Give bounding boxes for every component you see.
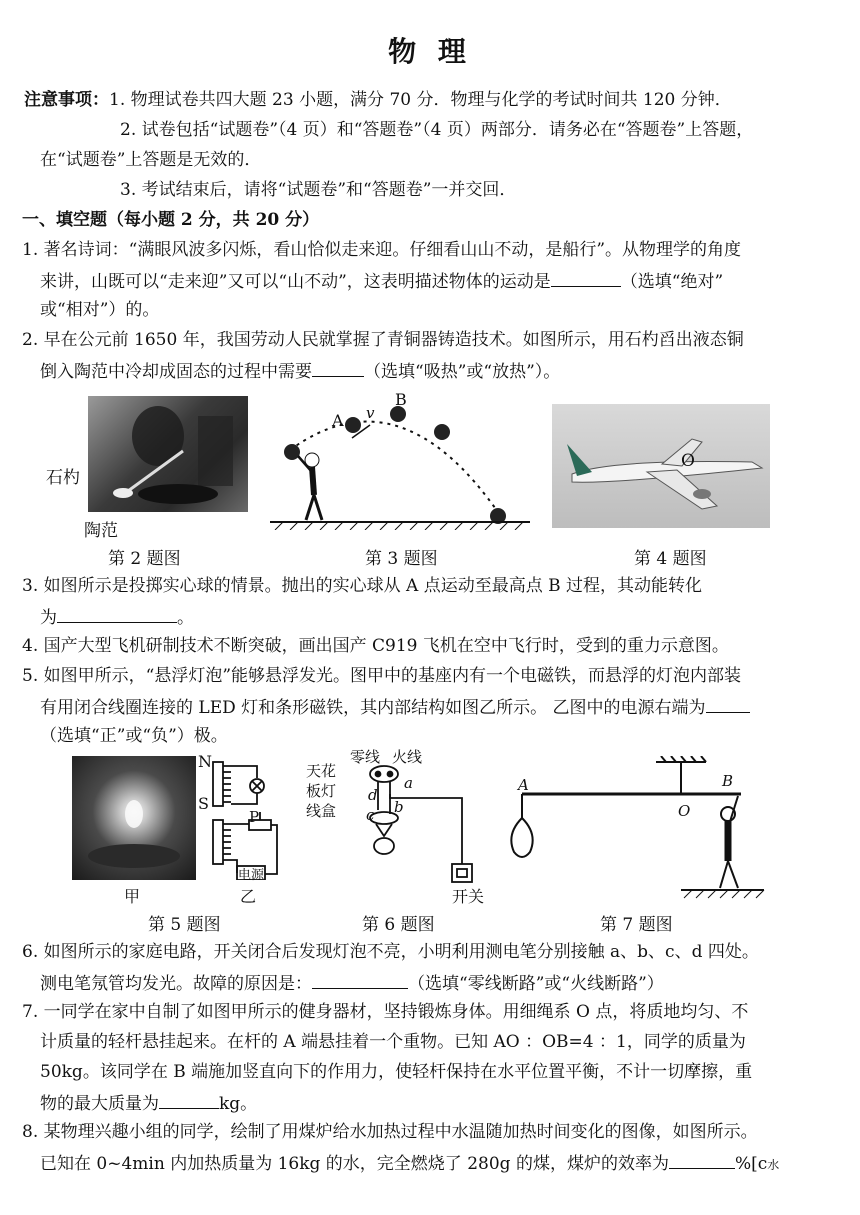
fig6-label-d: d	[368, 786, 378, 804]
note-2a: 2. 试卷包括“试题卷”（4 页）和“答题卷”（4 页）两部分．请务必在“答题卷”上答题，	[120, 120, 754, 140]
fig2-label-shishao: 石杓	[46, 468, 80, 488]
q7-text: 物的最大质量为	[40, 1094, 159, 1114]
q5-answer-blank[interactable]	[706, 694, 750, 713]
fig5-levitating-bulb-photo	[72, 756, 196, 880]
q7-text-tail: kg。	[219, 1094, 258, 1114]
q7-line-4	[40, 1090, 257, 1116]
caption-fig7: 第 7 题图	[600, 915, 673, 935]
q3-text-tail: 。	[177, 608, 194, 628]
note-3: 3. 考试结束后，请将“试题卷”和“答题卷”一并交回．	[120, 180, 517, 200]
fig7-label-a: A	[518, 776, 529, 794]
q1-text-tail: （选填“绝对”	[620, 272, 724, 292]
q5-line-3: （选填“正”或“负”）极。	[40, 726, 228, 746]
fig6-label-b: b	[394, 798, 404, 816]
fig2-photo-shapes	[88, 396, 248, 512]
page-title: 物 理	[388, 35, 472, 68]
q2-line-2	[40, 358, 560, 384]
fig6-label-c: c	[366, 806, 375, 824]
q7-line-2: 计质量的轻杆悬挂起来。在杆的 A 端悬挂着一个重物。已知 AO ：OB=4 ：1，同学的质量为	[40, 1032, 746, 1052]
fig2-bronze-casting-photo	[88, 396, 248, 512]
q8-line-1: 8. 某物理兴趣小组的同学，绘制了用煤炉给水加热过程中水温随加热时间变化的图像，如图所示。	[22, 1122, 758, 1142]
q8-answer-blank[interactable]	[669, 1150, 735, 1169]
fig5-label-n: N	[198, 752, 212, 771]
fig3-shot-put-diagram	[270, 390, 530, 530]
q1-answer-blank[interactable]	[551, 268, 621, 287]
fig6-label-switch: 开关	[452, 887, 485, 906]
fig7-label-b: B	[722, 772, 734, 790]
notes-label: 注意事项：	[24, 90, 109, 110]
q1-line-2	[40, 268, 723, 294]
note-2b: 在“试题卷”上答题是无效的．	[40, 150, 262, 170]
fig6-label-lingxian: 零线	[350, 748, 381, 766]
q4-line-1: 4. 国产大型飞机研制技术不断突破，画出国产 C919 飞机在空中飞行时，受到的重力示意图。	[22, 636, 729, 656]
q7-line-1: 7. 一同学在家中自制了如图甲所示的健身器材，坚持锻炼身体。用细绳系 O 点，将质地均匀、不	[22, 1002, 749, 1022]
q3-answer-blank[interactable]	[57, 604, 177, 623]
note-1: 1. 物理试卷共四大题 23 小题，满分 70 分．物理与化学的考试时间共 120 分钟．	[109, 90, 732, 110]
fig6-label-bandeng: 板灯	[306, 782, 337, 800]
q2-text-tail: （选填“吸热”或“放热”）。	[364, 362, 561, 382]
fig5-label-power: 电源	[238, 868, 265, 883]
fig6-label-huoxian: 火线	[392, 748, 423, 766]
q6-line-1: 6. 如图所示的家庭电路，开关闭合后发现灯泡不亮，小明利用测电笔分别接触 a、b、c、d 四处。	[22, 942, 759, 962]
fig2-label-taofan: 陶范	[84, 521, 118, 541]
fig6-household-circuit-diagram	[350, 758, 490, 898]
caption-fig5: 第 5 题图	[148, 915, 221, 935]
caption-fig4: 第 4 题图	[634, 549, 707, 569]
fig5-label-yi: 乙	[240, 887, 257, 906]
fig4-c919-photo	[552, 404, 770, 528]
fig5-circuit-diagram	[205, 756, 285, 880]
fig6-label-xianhe: 线盒	[306, 802, 337, 820]
q2-text: 倒入陶范中冷却成固态的过程中需要	[40, 362, 312, 382]
q7-line-3: 50kg。该同学在 B 端施加竖直向下的作用力，使轻杆保持在水平位置平衡，不计一切摩擦，重	[40, 1062, 753, 1082]
q6-text-tail: （选填“零线断路”或“火线断路”）	[408, 974, 664, 994]
q5-text: 有用闭合线圈连接的 LED 灯和条形磁铁，其内部结构如图乙所示。 乙图中的电源右端为	[40, 698, 706, 718]
fig5-label-s: S	[198, 794, 209, 813]
fig6-label-a: a	[404, 774, 413, 792]
q3-line-1: 3. 如图所示是投掷实心球的情景。抛出的实心球从 A 点运动至最高点 B 过程，其动能转化	[22, 576, 703, 596]
q1-line-1: 1. 著名诗词：“满眼风波多闪烁，看山恰似走来迎。仔细看山山不动，是船行”。从物理学的角度	[22, 240, 742, 260]
q8-text-tail: %[c	[734, 1154, 768, 1174]
fig6-label-tianhua: 天花	[306, 762, 337, 780]
q1-line-3: 或“相对”）的。	[40, 300, 160, 320]
fig5-label-p: P	[249, 808, 260, 826]
fig3-label-b: B	[395, 390, 407, 409]
fig3-athlete	[298, 453, 322, 520]
section-heading: 一、填空题（每小题 2 分，共 20 分）	[22, 210, 320, 230]
q2-answer-blank[interactable]	[312, 358, 364, 377]
q3-text: 为	[40, 608, 57, 628]
fig5-label-jia: 甲	[124, 887, 141, 906]
q7-answer-blank[interactable]	[159, 1090, 219, 1109]
q5-line-1: 5. 如图甲所示，“悬浮灯泡”能够悬浮发光。图甲中的基座内有一个电磁铁，而悬浮的灯泡内部装	[22, 666, 742, 686]
q8-line-2	[40, 1150, 779, 1177]
fig5-photo-shapes	[72, 756, 196, 880]
fig3-label-a: A	[332, 411, 344, 430]
q6-text: 测电笔氖管均发光。故障的原因是：	[40, 974, 312, 994]
q1-text: 来讲，山既可以“走来迎”又可以“山不动”，这表明描述物体的运动是	[40, 272, 551, 292]
caption-fig3: 第 3 题图	[365, 549, 438, 569]
q8-text: 已知在 0~4min 内加热质量为 16kg 的水，完全燃烧了 280g 的煤，煤炉的效率为	[40, 1154, 669, 1174]
q6-line-2	[40, 970, 664, 996]
q5-line-2	[40, 694, 750, 720]
caption-fig6: 第 6 题图	[362, 915, 435, 935]
fig4-plane-shapes	[552, 404, 770, 528]
fig3-label-v: v	[366, 404, 375, 422]
caption-fig2: 第 2 题图	[108, 549, 181, 569]
q6-answer-blank[interactable]	[312, 970, 408, 989]
q8-subscript: 水	[767, 1158, 780, 1172]
q2-line-1: 2. 早在公元前 1650 年，我国劳动人民就掌握了青铜器铸造技术。如图所示，用石杓舀出液态铜	[22, 330, 744, 350]
fig7-label-o: O	[678, 802, 691, 820]
q3-line-2	[40, 604, 194, 630]
fig4-label-o: O	[681, 451, 695, 471]
notes-line-1	[24, 88, 732, 112]
